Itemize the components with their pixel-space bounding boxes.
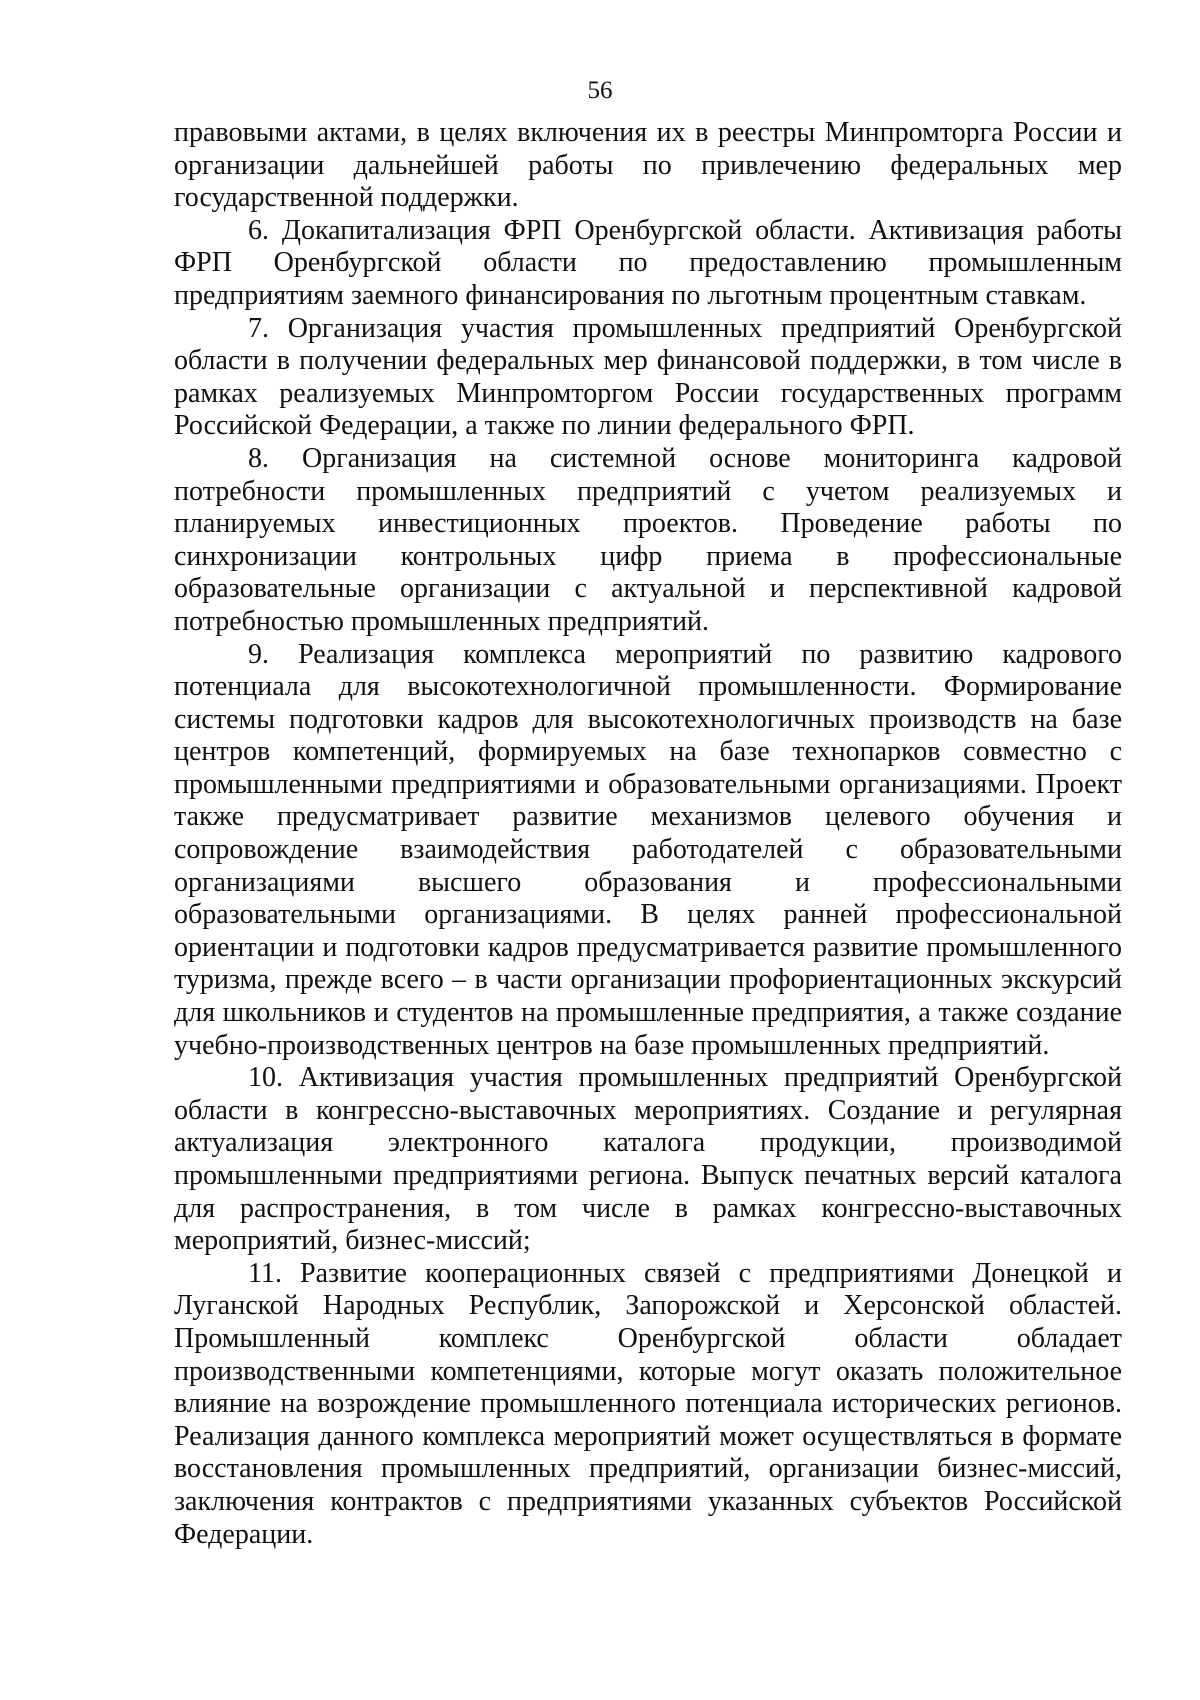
paragraph-item-7: 7. Организация участия промышленных предприятий Оренбургской области в получении федеральных мер финансовой поддержки, в том числе в рамках реализуемых Минпромторгом России государственных программ Российской Федерации, а также по линии федерального ФРП. [174,312,1122,442]
paragraph-continuation: правовыми актами, в целях включения их в реестры Минпромторга России и организации дальнейшей работы по привлечению федеральных мер государственной поддержки. [174,117,1122,214]
paragraph-item-6: 6. Докапитализация ФРП Оренбургской области. Активизация работы ФРП Оренбургской области по предоставлению промышленным предприятиям заемного финансирования по льготным процентным ставкам. [174,214,1122,311]
page-number: 56 [587,77,613,104]
paragraph-item-10: 10. Активизация участия промышленных предприятий Оренбургской области в конгрессно-выставочных мероприятиях. Создание и регулярная актуализация электронного каталога продукции, производимой промышленными предприятиями региона. Выпуск печатных версий каталога для распространения, в том числе в рамках конгрессно-выставочных мероприятий, бизнес-миссий; [174,1062,1122,1257]
document-body [174,117,1122,1551]
paragraph-item-9: 9. Реализация комплекса мероприятий по развитию кадрового потенциала для высокотехнологичной промышленности. Формирование системы подготовки кадров для высокотехнологичных производств на базе центров компетенций, формируемых на базе технопарков совместно с промышленными предприятиями и образовательными организациями. Проект также предусматривает развитие механизмов целевого обучения и сопровождение взаимодействия работодателей с образовательными организациями высшего образования и профессиональными образовательными организациями. В целях ранней профессиональной ориентации и подготовки кадров предусматривается развитие промышленного туризма, прежде всего – в части организации профориентационных экскурсий для школьников и студентов на промышленные предприятия, а также создание учебно-производственных центров на базе промышленных предприятий. [174,638,1122,1061]
paragraph-item-11: 11. Развитие кооперационных связей с предприятиями Донецкой и Луганской Народных Республик, Запорожской и Херсонской областей. Промышленный комплекс Оренбургской области обладает производственными компетенциями, которые могут оказать положительное влияние на возрождение промышленного потенциала исторических регионов. Реализация данного комплекса мероприятий может осуществляться в формате восстановления промышленных предприятий, организации бизнес-миссий, заключения контрактов с предприятиями указанных субъектов Российской Федерации. [174,1257,1122,1550]
paragraph-item-8: 8. Организация на системной основе мониторинга кадровой потребности промышленных предприятий с учетом реализуемых и планируемых инвестиционных проектов. Проведение работы по синхронизации контрольных цифр приема в профессиональные образовательные организации с актуальной и перспективной кадровой потребностью промышленных предприятий. [174,442,1122,637]
